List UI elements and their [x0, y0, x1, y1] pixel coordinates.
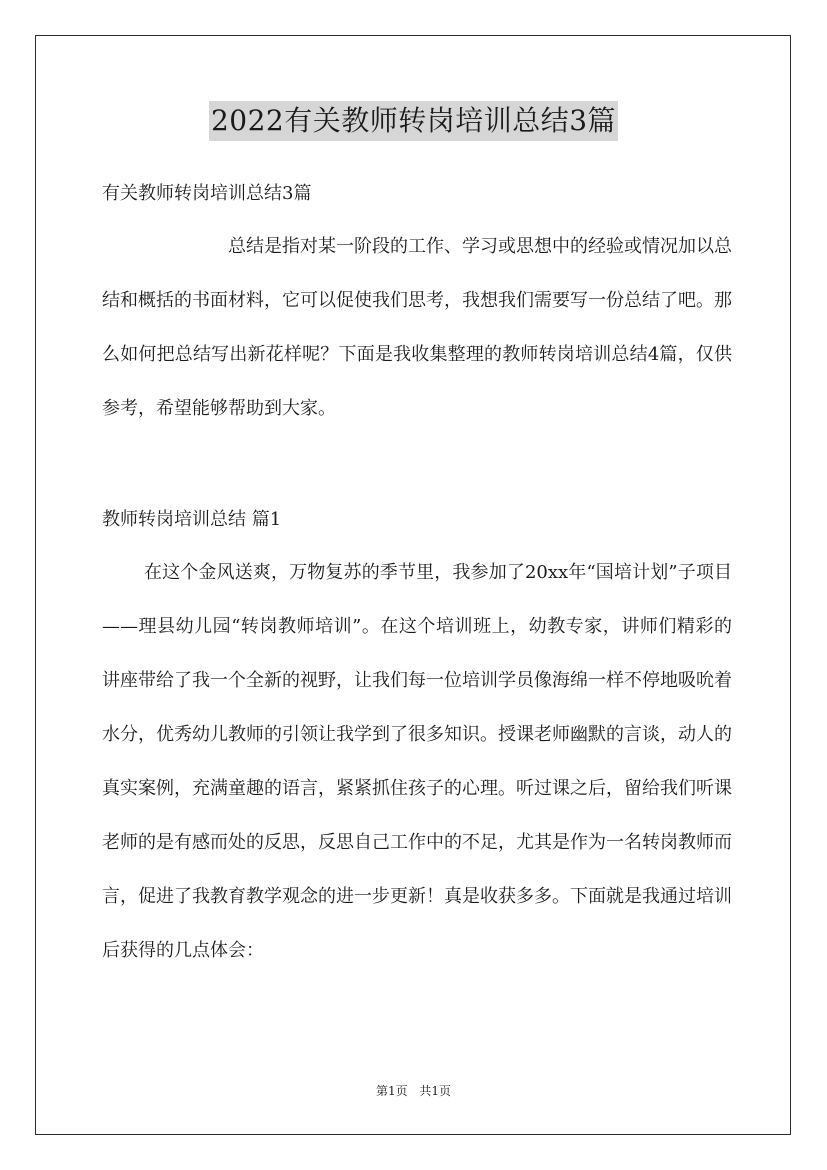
page-number: 第1页 [375, 1084, 408, 1098]
section-heading: 教师转岗培训总结 篇1 [102, 509, 282, 530]
section-body-paragraph: 在这个金风送爽，万物复苏的季节里，我参加了20xx年“国培计划”子项目——理县幼儿园“转岗教师培训”。在这个培训班上，幼教专家，讲师们精彩的讲座带给了我一个全新的视野，让我们每一位培训学员像海绵一样不停地吸吮着水分，优秀幼儿教师的引领让我学到了很多知识。授课老师幽默的言谈，动人的真实案例，充满童趣的语言，紧紧抓住孩子的心理。听过课之后，留给我们听课老师的是有感而处的反思，反思自己工作中的不足，尤其是作为一名转岗教师而言，促进了我教育教学观念的进一步更新！真是收获多多。下面就是我通过培训后获得的几点体会： [102, 562, 732, 961]
page-footer [0, 1082, 827, 1100]
page-total: 共1页 [419, 1084, 452, 1098]
document-subtitle: 有关教师转岗培训总结3篇 [102, 183, 312, 204]
intro-paragraph: 总结是指对某一阶段的工作、学习或思想中的经验或情况加以总结和概括的书面材料，它可以促使我们思考，我想我们需要写一份总结了吧。那么如何把总结写出新花样呢？下面是我收集整理的教师转岗培训总结4篇，仅供参考，希望能够帮助到大家。 [102, 236, 732, 419]
document-title-wrapper [0, 100, 827, 141]
document-title: 2022有关教师转岗培训总结3篇 [209, 101, 618, 141]
